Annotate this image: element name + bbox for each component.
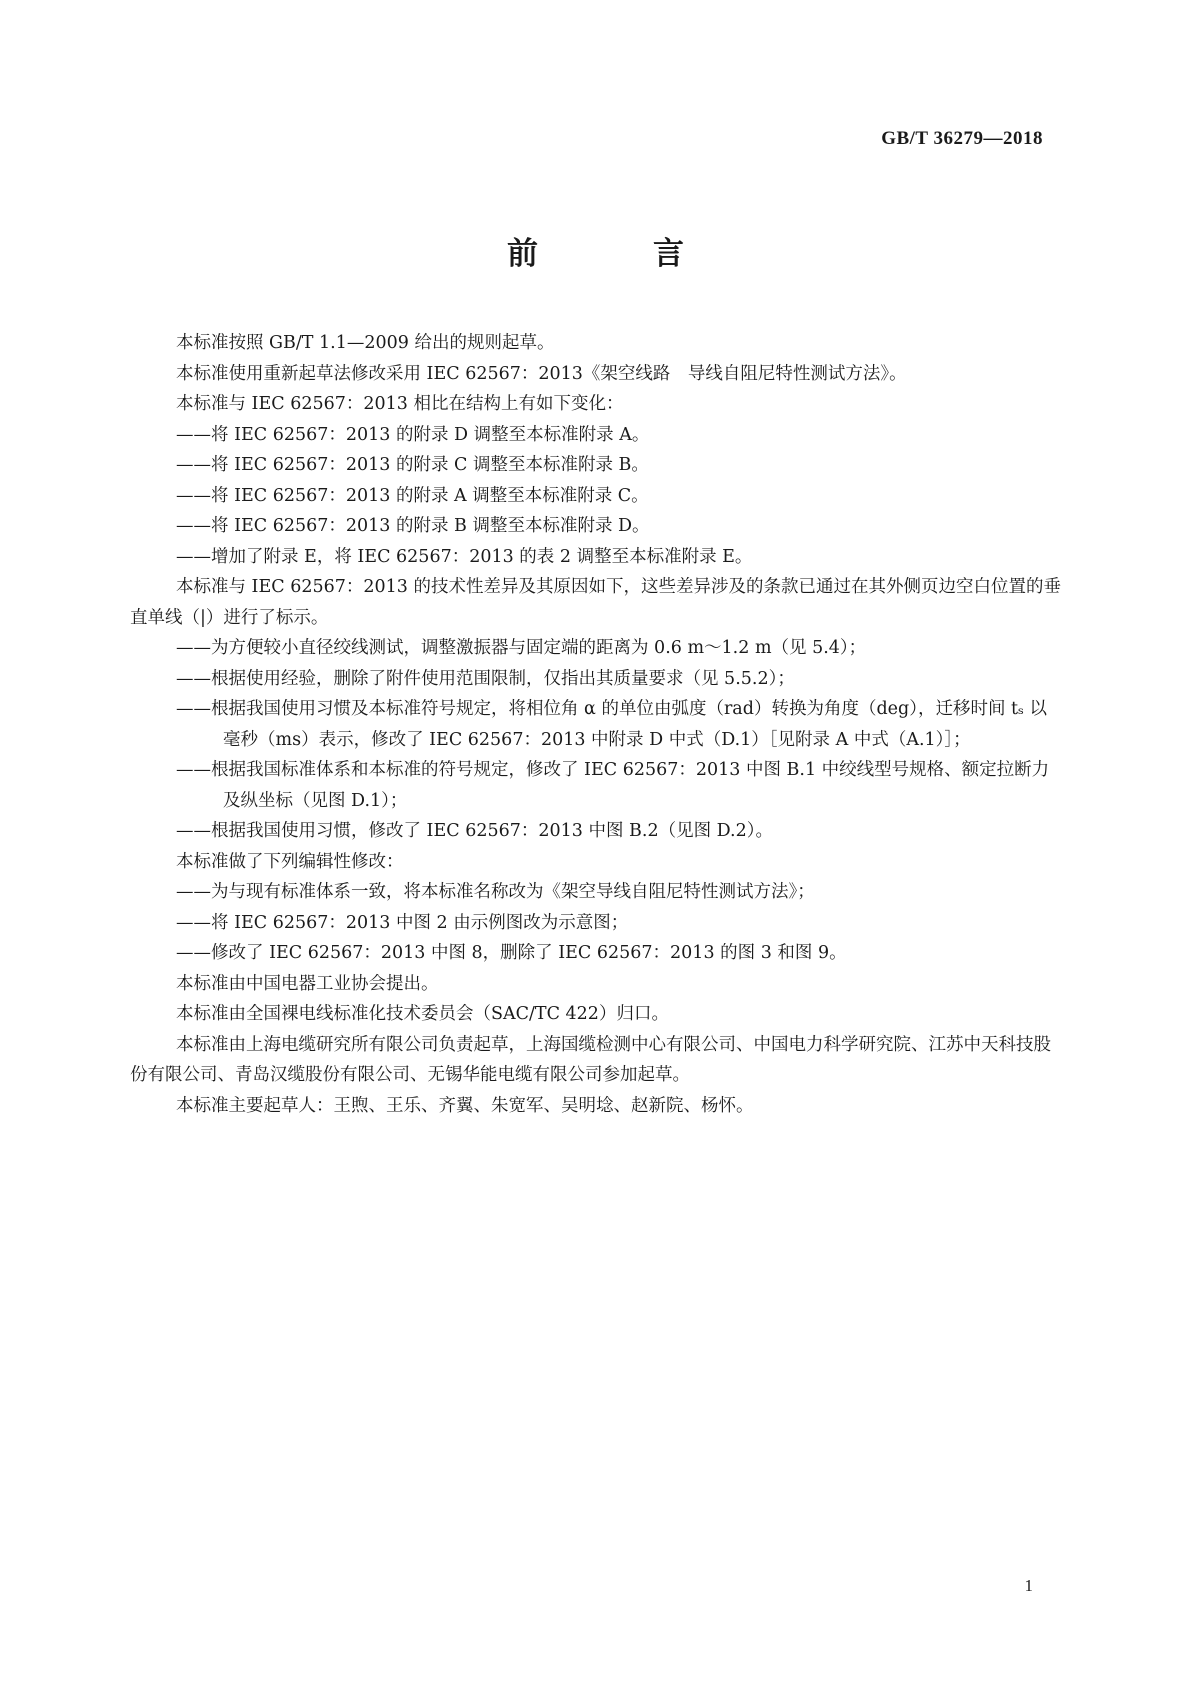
list-item: ——将 IEC 62567：2013 的附录 C 调整至本标准附录 B。 <box>176 455 649 475</box>
list-item: ——根据我国标准体系和本标准的符号规定，修改了 IEC 62567：2013 中图 B.1 中绞线型号规格、额定拉断力及纵坐标（见图 D.1）； <box>176 760 1050 811</box>
list-item: ——增加了附录 E，将 IEC 62567：2013 的表 2 调整至本标准附录 E。 <box>176 546 753 567</box>
paragraph: 本标准与 IEC 62567：2013 的技术性差异及其原因如下，这些差异涉及的条款已通过在其外侧页边空白位置的垂直单线（|）进行了标示。 <box>130 577 1061 628</box>
paragraph: 本标准使用重新起草法修改采用 IEC 62567：2013《架空线路 导线自阻尼特性测试方法》。 <box>176 363 907 384</box>
page-title: 前 言 <box>507 236 726 272</box>
foreword-body <box>130 328 1062 1121</box>
list-item: ——将 IEC 62567：2013 的附录 B 调整至本标准附录 D。 <box>176 516 650 536</box>
paragraph: 本标准由中国电器工业协会提出。 <box>176 973 439 994</box>
paragraph: 本标准做了下列编辑性修改： <box>176 851 404 872</box>
list-item: ——为方便较小直径绞线测试，调整激振器与固定端的距离为 0.6 m～1.2 m（见 5.4）； <box>176 638 867 658</box>
list-item: ——将 IEC 62567：2013 的附录 A 调整至本标准附录 C。 <box>176 485 649 506</box>
paragraph: 本标准主要起草人：王煦、王乐、齐翼、朱宽军、吴明埝、赵新院、杨怀。 <box>176 1095 754 1116</box>
list-item: ——根据使用经验，删除了附件使用范围限制，仅指出其质量要求（见 5.5.2）； <box>176 668 795 689</box>
list-item: ——将 IEC 62567：2013 的附录 D 调整至本标准附录 A。 <box>176 424 650 445</box>
list-item: ——根据我国使用习惯及本标准符号规定，将相位角 α 的单位由弧度（rad）转换为角度（deg），迁移时间 tₛ 以毫秒（ms）表示，修改了 IEC 62567：2013 中附录 D 中式（D.1）［见附录 A 中式（A.1）］； <box>176 699 1048 750</box>
list-item: ——将 IEC 62567：2013 中图 2 由示例图改为示意图； <box>176 912 629 933</box>
list-item: ——为与现有标准体系一致，将本标准名称改为《架空导线自阻尼特性测试方法》； <box>176 882 815 902</box>
page-number: 1 <box>1024 1576 1033 1595</box>
paragraph: 本标准与 IEC 62567：2013 相比在结构上有如下变化： <box>176 394 624 414</box>
document-code: GB/T 36279—2018 <box>881 128 1043 149</box>
list-item: ——修改了 IEC 62567：2013 中图 8，删除了 IEC 62567：2013 的图 3 和图 9。 <box>176 943 847 963</box>
paragraph: 本标准由上海电缆研究所有限公司负责起草，上海国缆检测中心有限公司、中国电力科学研究院、江苏中天科技股份有限公司、青岛汉缆股份有限公司、无锡华能电缆有限公司参加起草。 <box>130 1034 1051 1085</box>
list-item: ——根据我国使用习惯，修改了 IEC 62567：2013 中图 B.2（见图 D.2）。 <box>176 821 774 841</box>
paragraph: 本标准由全国裸电线标准化技术委员会（SAC/TC 422）归口。 <box>176 1004 669 1024</box>
paragraph: 本标准按照 GB/T 1.1—2009 给出的规则起草。 <box>176 333 555 353</box>
